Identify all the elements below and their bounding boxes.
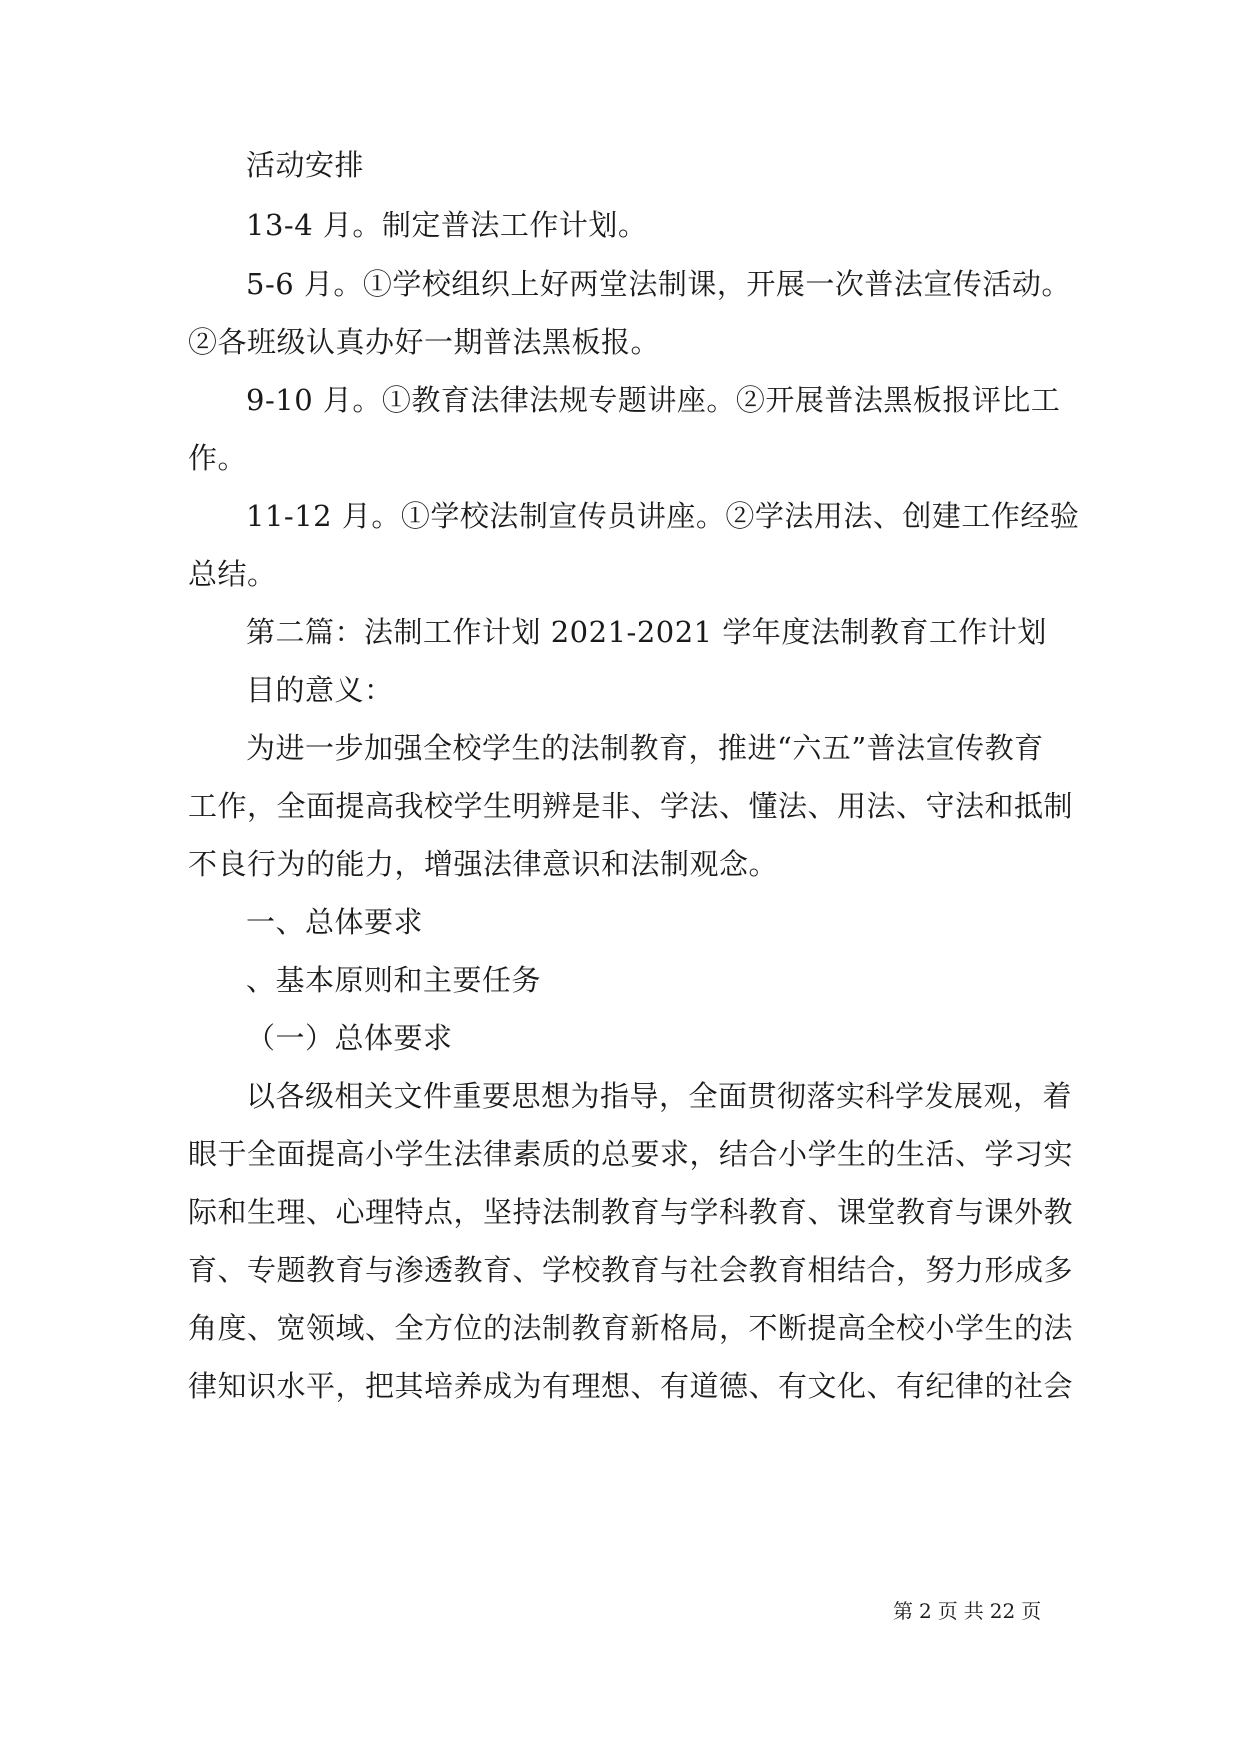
page-footer: [893, 1597, 1047, 1625]
text-line: 5-6 月。①学校组织上好两堂法制课，开展一次普法宣传活动。: [246, 267, 1071, 301]
text-line: 11-12 月。①学校法制宣传员讲座。②学法用法、创建工作经验: [246, 499, 1080, 533]
text-line: 角度、宽领域、全方位的法制教育新格局，不断提高全校小学生的法: [188, 1311, 1074, 1345]
text-line: 13-4 月。制定普法工作计划。: [246, 208, 648, 242]
text-line: 以各级相关文件重要思想为指导，全面贯彻落实科学发展观，着: [246, 1079, 1073, 1113]
footer-page-current: 2: [919, 1599, 932, 1623]
text-line: 律知识水平，把其培养成为有理想、有道德、有文化、有纪律的社会: [188, 1369, 1074, 1403]
text-line-heading: （一）总体要求: [246, 1021, 453, 1055]
text-line: 不良行为的能力，增强法律意识和法制观念。: [188, 847, 779, 881]
text-line: 9-10 月。①教育法律法规专题讲座。②开展普法黑板报评比工: [246, 383, 1061, 417]
footer-page-total: 22: [989, 1599, 1016, 1623]
text-line: 际和生理、心理特点，坚持法制教育与学科教育、课堂教育与课外教: [188, 1195, 1074, 1229]
text-line: 眼于全面提高小学生法律素质的总要求，结合小学生的生活、学习实: [188, 1137, 1074, 1171]
footer-label: 页: [937, 1599, 958, 1623]
text-line: 育、专题教育与渗透教育、学校教育与社会教育相结合，努力形成多: [188, 1253, 1074, 1287]
text-line-heading: 、基本原则和主要任务: [246, 963, 542, 997]
text-line: 总结。: [188, 557, 277, 591]
footer-label: 第: [893, 1599, 913, 1623]
text-line: 目的意义：: [246, 673, 394, 707]
text-line: ②各班级认真办好一期普法黑板报。: [188, 325, 661, 359]
text-line-heading-activity: 活动安排: [246, 148, 365, 182]
footer-label: 页: [1021, 1599, 1042, 1623]
text-line: 为进一步加强全校学生的法制教育，推进“六五”普法宣传教育: [246, 731, 1044, 765]
text-line-section-title: 第二篇：法制工作计划 2021-2021 学年度法制教育工作计划: [246, 615, 1047, 649]
text-line-heading: 一、总体要求: [246, 905, 424, 939]
text-line: 工作，全面提高我校学生明辨是非、学法、懂法、用法、守法和抵制: [188, 789, 1074, 823]
footer-label: 共: [963, 1599, 984, 1623]
text-line: 作。: [188, 441, 248, 475]
